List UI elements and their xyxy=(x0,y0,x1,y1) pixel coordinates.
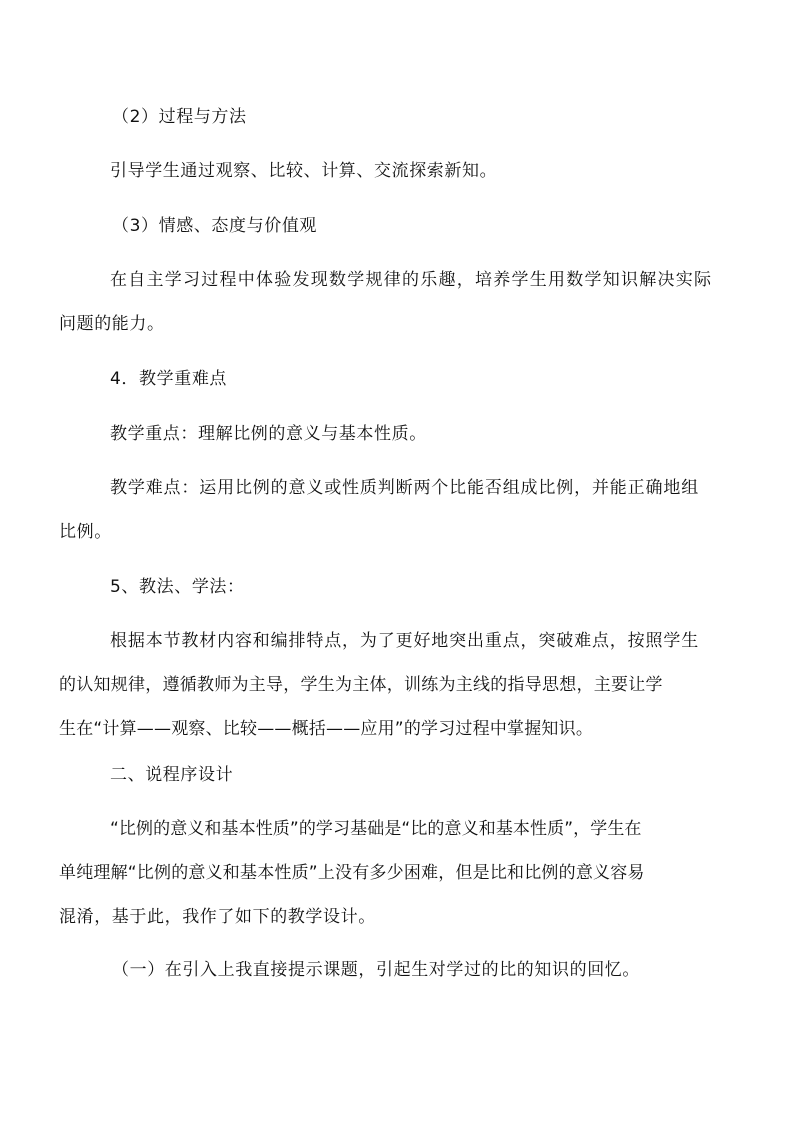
text-line: 根据本节教材内容和编排特点，为了更好地突出重点，突破难点，按照学生 xyxy=(110,631,700,651)
paragraph-emotion-values xyxy=(59,270,750,334)
paragraph-introduction xyxy=(112,962,752,979)
heading-program-design xyxy=(110,767,750,784)
text-line: 生在“计算——观察、比较——概括——应用”的学习过程中掌握知识。 xyxy=(59,719,594,739)
text-line: 混淆，基于此，我作了如下的教学设计。 xyxy=(59,907,376,927)
text-line: 5、教法、学法： xyxy=(110,577,245,597)
text-line: “比例的意义和基本性质”的学习基础是“比的意义和基本性质”，学生在 xyxy=(110,819,642,839)
heading-process-method xyxy=(112,109,752,126)
text-line: （3）情感、态度与价值观 xyxy=(112,216,318,236)
text-line: 教学难点：运用比例的意义或性质判断两个比能否组成比例，并能正确地组 xyxy=(110,478,700,498)
paragraph-teaching-learning-methods xyxy=(59,631,750,739)
text-line: 教学重点：理解比例的意义与基本性质。 xyxy=(110,424,427,444)
text-line: 二、说程序设计 xyxy=(110,765,234,785)
heading-key-difficult-points xyxy=(110,371,750,388)
heading-teaching-learning-methods xyxy=(110,579,750,596)
text-line: 问题的能力。 xyxy=(59,314,165,334)
paragraph-key-point xyxy=(110,426,750,443)
text-line: 单纯理解“比例的意义和基本性质”上没有多少困难，但是比和比例的意义容易 xyxy=(59,863,645,883)
text-line: 4．教学重难点 xyxy=(110,369,228,389)
paragraph-difficult-point xyxy=(59,478,750,542)
paragraph-program-design xyxy=(59,819,750,927)
text-line: 引导学生通过观察、比较、计算、交流探索新知。 xyxy=(110,161,498,181)
text-line: 在自主学习过程中体验发现数学规律的乐趣，培养学生用数学知识解决实际 xyxy=(110,270,713,290)
text-line: （一）在引入上我直接提示课题，引起生对学过的比的知识的回忆。 xyxy=(112,960,640,980)
text-line: 的认知规律，遵循教师为主导，学生为主体，训练为主线的指导思想，主要让学 xyxy=(59,675,663,695)
text-line: 比例。 xyxy=(59,522,112,542)
heading-emotion-values xyxy=(112,218,752,235)
text-line: （2）过程与方法 xyxy=(112,107,247,127)
paragraph-process-method xyxy=(110,163,750,180)
